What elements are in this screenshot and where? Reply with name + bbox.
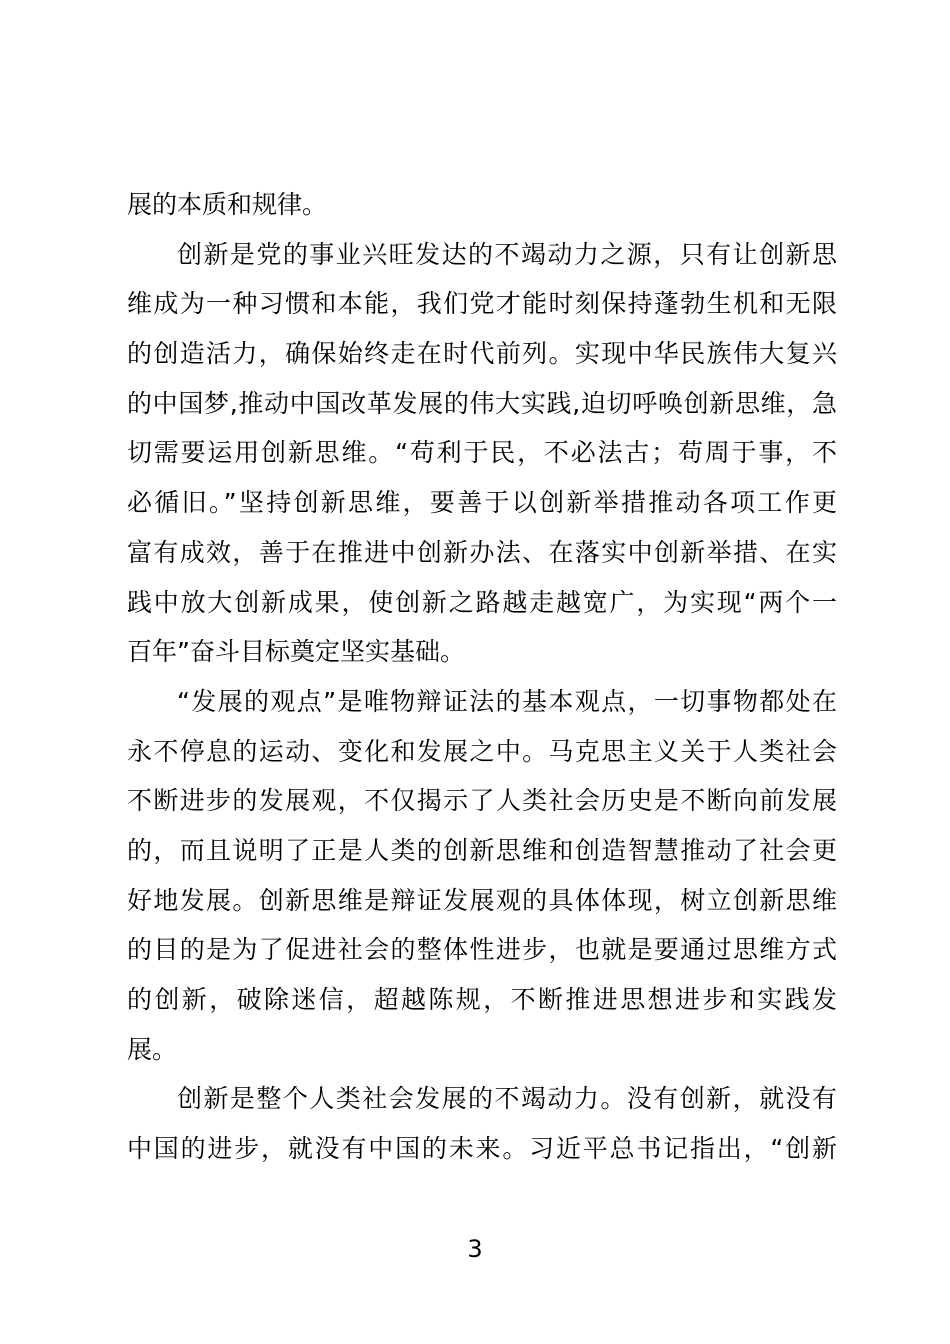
text-line: 百年”奋斗目标奠定坚实基础。 <box>127 637 465 667</box>
text-line: 创新是整个人类社会发展的不竭动力。没有创新，就没有 <box>177 1084 837 1114</box>
text-line: 的创造活力，确保始终走在时代前列。实现中华民族伟大复兴 <box>127 339 837 369</box>
text-line: 创新是党的事业兴旺发达的不竭动力之源，只有让创新思 <box>177 239 837 269</box>
page-number: 3 <box>467 1235 483 1263</box>
body-text <box>127 180 837 1174</box>
text-line: 的目的是为了促进社会的整体性进步，也就是要通过思维方式 <box>127 935 837 965</box>
text-line: 的中国梦,推动中国改革发展的伟大实践,迫切呼唤创新思维，急 <box>127 388 837 418</box>
text-line: 展。 <box>127 1034 178 1064</box>
text-line: 维成为一种习惯和本能，我们党才能时刻保持蓬勃生机和无限 <box>127 289 837 319</box>
text-line: 好地发展。创新思维是辩证发展观的具体体现，树立创新思维 <box>127 885 837 915</box>
text-line: 永不停息的运动、变化和发展之中。马克思主义关于人类社会 <box>127 736 837 766</box>
text-line: 践中放大创新成果，使创新之路越走越宽广，为实现“两个一 <box>127 587 837 617</box>
text-line: 展的本质和规律。 <box>127 190 328 219</box>
text-line: 中国的进步，就没有中国的未来。习近平总书记指出，“创新 <box>127 1134 837 1164</box>
text-line: 切需要运用创新思维。“苟利于民，不必法古；苟周于事，不 <box>127 438 837 468</box>
text-line: 不断进步的发展观，不仅揭示了人类社会历史是不断向前发展 <box>127 786 837 816</box>
text-line: “发展的观点”是唯物辩证法的基本观点，一切事物都处在 <box>177 686 837 716</box>
text-line: 必循旧。”坚持创新思维，要善于以创新举措推动各项工作更 <box>127 488 837 518</box>
text-line: 的创新，破除迷信，超越陈规，不断推进思想进步和实践发 <box>127 985 837 1014</box>
text-line: 的，而且说明了正是人类的创新思维和创造智慧推动了社会更 <box>127 835 837 865</box>
text-line: 富有成效，善于在推进中创新办法、在落实中创新举措、在实 <box>127 537 837 567</box>
